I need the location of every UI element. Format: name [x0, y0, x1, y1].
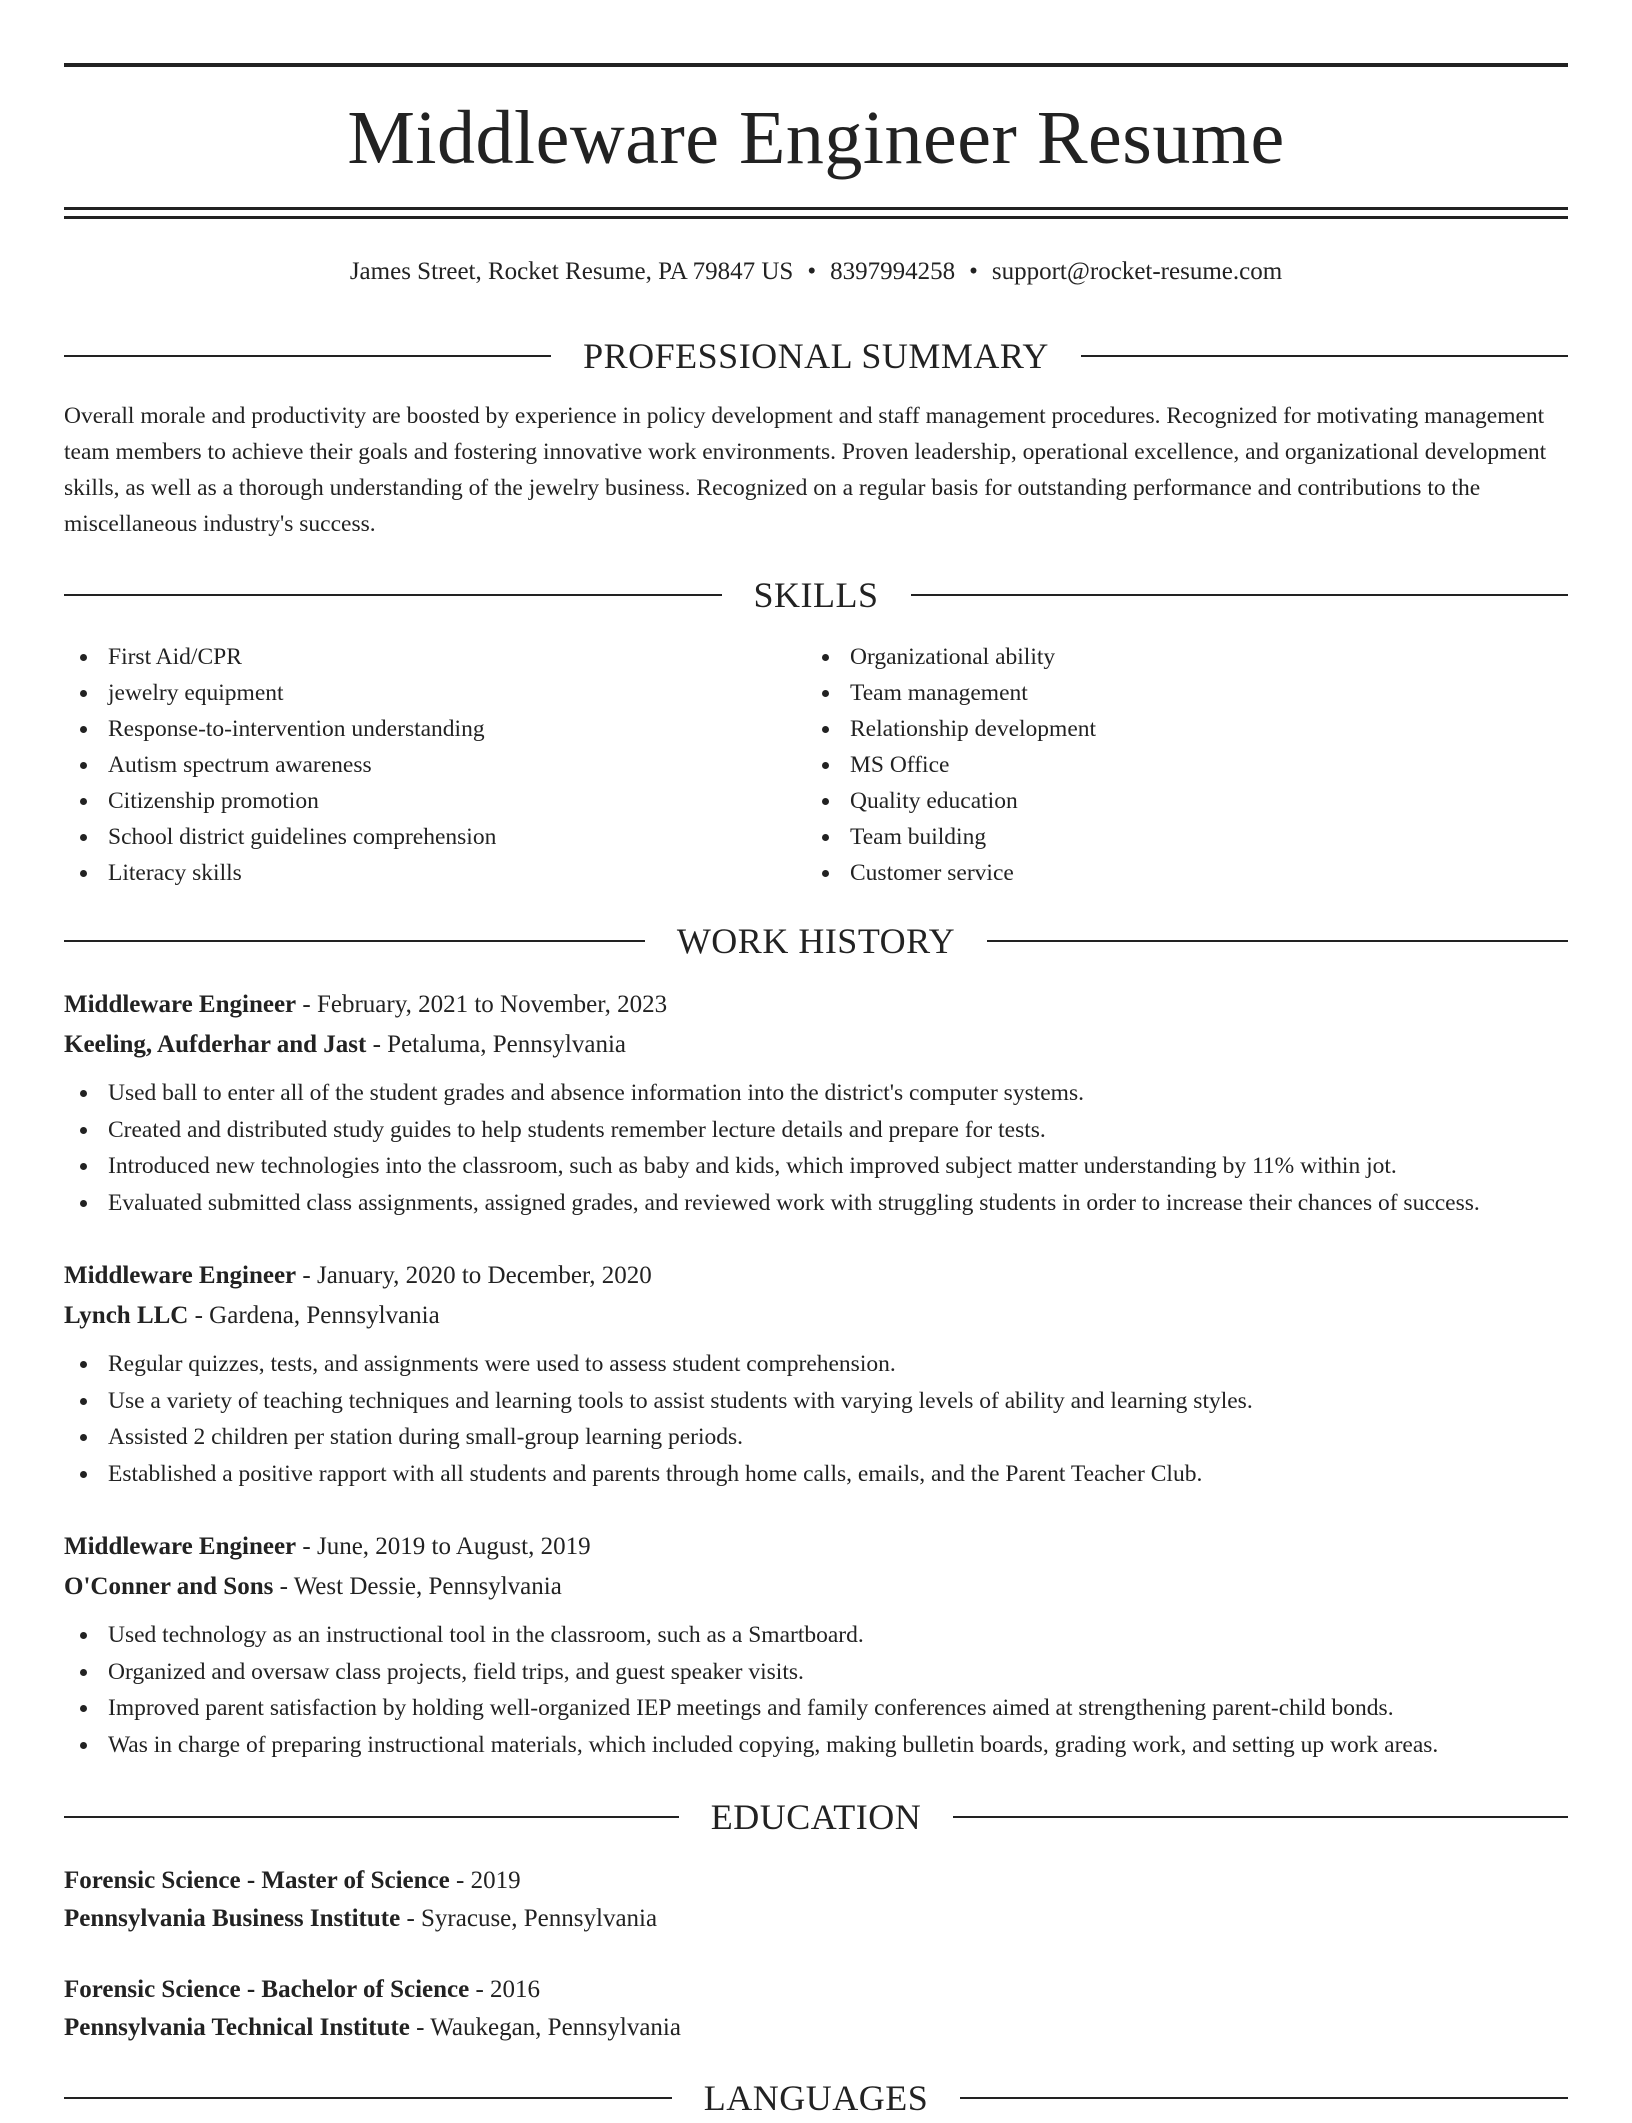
skill-item: jewelry equipment: [64, 675, 806, 711]
resume-title: Middleware Engineer Resume: [347, 96, 1285, 180]
job-dates: - June, 2019 to August, 2019: [296, 1533, 591, 1560]
job-dates: - February, 2021 to November, 2023: [296, 991, 668, 1018]
section-title: WORK HISTORY: [676, 921, 956, 961]
skills-list: [64, 639, 1568, 891]
education-year: - 2016: [469, 1976, 541, 2003]
education-degree-line: [64, 1862, 1568, 1900]
job-title: Middleware Engineer: [64, 991, 297, 1018]
section-heading-summary: [64, 331, 1568, 381]
section-rule: [64, 594, 722, 596]
section-heading-languages: [64, 2073, 1568, 2123]
job-bullet: Created and distributed study guides to help students remember lecture details and prepare for tests.: [64, 1112, 1568, 1149]
job-bullet: Assisted 2 children per station during small-group learning periods.: [64, 1419, 1568, 1456]
job-title: Middleware Engineer: [64, 1533, 297, 1560]
job-bullet: Organized and oversaw class projects, field trips, and guest speaker visits.: [64, 1654, 1568, 1691]
education-degree-line: [64, 1971, 1568, 2009]
section-rule: [953, 1816, 1568, 1818]
contact-phone: 8397994258: [830, 258, 956, 285]
job-bullet: Established a positive rapport with all students and parents through home calls, emails, and the Parent Teacher Club.: [64, 1456, 1568, 1493]
job-location: - Petaluma, Pennsylvania: [366, 1031, 627, 1058]
section-title: SKILLS: [753, 575, 879, 615]
contact-separator: •: [969, 258, 978, 285]
section-heading-education: [64, 1792, 1568, 1842]
skill-item: First Aid/CPR: [64, 639, 806, 675]
job-company: O'Conner and Sons: [64, 1573, 274, 1600]
skills-column-right: [806, 639, 1548, 891]
section-title: EDUCATION: [710, 1797, 922, 1837]
job-bullet: Use a variety of teaching techniques and learning tools to assist students with varying levels of ability and learning styles.: [64, 1383, 1568, 1420]
section-rule: [1081, 355, 1568, 357]
job-location: - West Dessie, Pennsylvania: [273, 1573, 562, 1600]
education-school: Pennsylvania Business Institute: [64, 1905, 401, 1932]
section-rule: [64, 2097, 672, 2099]
education-school-line: [64, 2009, 1568, 2047]
job-bullets: [64, 1617, 1568, 1763]
skill-item: Team management: [806, 675, 1548, 711]
education-year: - 2019: [449, 1867, 521, 1894]
job-title-line: [64, 1527, 1568, 1567]
section-heading-skills: [64, 570, 1568, 620]
skill-item: Response-to-intervention understanding: [64, 711, 806, 747]
job-dates: - January, 2020 to December, 2020: [296, 1262, 652, 1289]
skill-item: Relationship development: [806, 711, 1548, 747]
job-bullet: Improved parent satisfaction by holding well-organized IEP meetings and family conferences aimed at strengthening parent-child bonds.: [64, 1690, 1568, 1727]
skill-item: Customer service: [806, 855, 1548, 891]
section-rule: [987, 940, 1568, 942]
top-divider: [64, 63, 1568, 67]
skill-item: Autism spectrum awareness: [64, 747, 806, 783]
education-entry: [64, 1971, 1568, 2047]
job-bullet: Introduced new technologies into the classroom, such as baby and kids, which improved subject matter understanding by 11% within jot.: [64, 1148, 1568, 1185]
skill-item: Team building: [806, 819, 1548, 855]
title-divider-upper: [64, 207, 1568, 210]
section-title: PROFESSIONAL SUMMARY: [583, 336, 1049, 376]
section-title: LANGUAGES: [703, 2078, 929, 2118]
education-location: - Waukegan, Pennsylvania: [409, 2014, 681, 2041]
job-company-line: [64, 1567, 1568, 1607]
title-divider-lower: [64, 216, 1568, 219]
job-entry: [64, 985, 1568, 1221]
section-rule: [64, 355, 551, 357]
summary-text: Overall morale and productivity are boosted by experience in policy development and staff management procedures. Recognized for motivating management team members to achieve their goals and fostering innovative work environments. Proven leadership, operational excellence, and organizational development skills, as well as a thorough understanding of the jewelry business. Recognized on a regular basis for outstanding performance and contributions to the miscellaneous industry's success.: [64, 403, 1547, 537]
job-company: Keeling, Aufderhar and Jast: [64, 1031, 367, 1058]
job-bullet: Regular quizzes, tests, and assignments were used to assess student comprehension.: [64, 1346, 1568, 1383]
skill-item: School district guidelines comprehension: [64, 819, 806, 855]
education-school-line: [64, 1900, 1568, 1938]
section-rule: [960, 2097, 1568, 2099]
contact-email: support@rocket-resume.com: [991, 258, 1283, 285]
section-rule: [64, 1816, 679, 1818]
job-bullet: Was in charge of preparing instructional materials, which included copying, making bulletin boards, grading work, and setting up work areas.: [64, 1727, 1568, 1764]
job-bullet: Evaluated submitted class assignments, assigned grades, and reviewed work with struggling students in order to increase their chances of success.: [64, 1185, 1568, 1222]
job-bullet: Used technology as an instructional tool in the classroom, such as a Smartboard.: [64, 1617, 1568, 1654]
skill-item: MS Office: [806, 747, 1548, 783]
skill-item: Quality education: [806, 783, 1548, 819]
job-bullets: [64, 1346, 1568, 1492]
job-title-line: [64, 1256, 1568, 1296]
contact-separator: •: [807, 258, 817, 285]
job-bullets: [64, 1075, 1568, 1221]
section-rule: [911, 594, 1569, 596]
skill-item: Literacy skills: [64, 855, 806, 891]
job-title: Middleware Engineer: [64, 1262, 297, 1289]
skills-column-left: [64, 639, 806, 891]
job-location: - Gardena, Pennsylvania: [188, 1302, 440, 1329]
education-degree: Forensic Science - Bachelor of Science: [64, 1976, 470, 2003]
section-rule: [64, 940, 645, 942]
education-degree: Forensic Science - Master of Science: [64, 1867, 450, 1894]
job-entry: [64, 1256, 1568, 1492]
job-company-line: [64, 1025, 1568, 1065]
education-entry: [64, 1862, 1568, 1938]
contact-address: James Street, Rocket Resume, PA 79847 US: [349, 258, 794, 285]
job-entry: [64, 1527, 1568, 1763]
job-title-line: [64, 985, 1568, 1025]
job-company: Lynch LLC: [64, 1302, 189, 1329]
contact-line: [64, 252, 1568, 292]
education-location: - Syracuse, Pennsylvania: [400, 1905, 658, 1932]
skill-item: Citizenship promotion: [64, 783, 806, 819]
job-bullet: Used ball to enter all of the student grades and absence information into the district's computer systems.: [64, 1075, 1568, 1112]
job-company-line: [64, 1296, 1568, 1336]
section-heading-work: [64, 916, 1568, 966]
education-school: Pennsylvania Technical Institute: [64, 2014, 410, 2041]
skill-item: Organizational ability: [806, 639, 1548, 675]
